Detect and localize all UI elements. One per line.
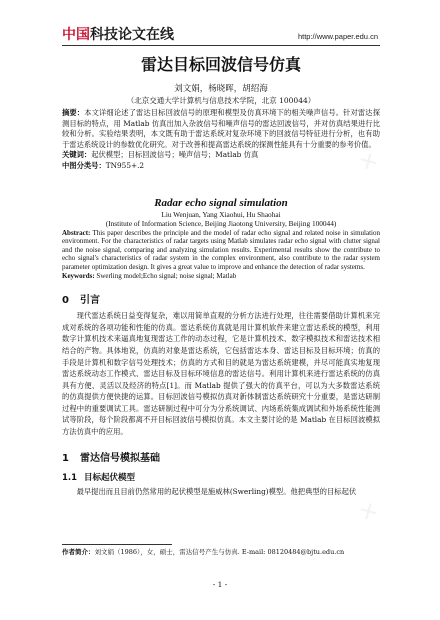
keywords-cn xyxy=(62,150,380,161)
abstract-cn xyxy=(62,108,380,150)
section-title: 雷达信号模拟基础 xyxy=(80,452,160,464)
abstract-cn-text: 本文详细论述了雷达目标回波信号的原理和模型及仿真环境下的相关噪声信号。针对雷达探测目标的特点，用 Matlab 仿真出加入杂波信号和噪声信号的雷达回波信号，并对仿真结果进行比较和分析。实验结果表明，本文既有助于雷达系统对复杂环境下的回波信号特征进行分析，也有助于雷达系统设计的参数优化研究。对于改善和提高雷达系统的探测性能具有十分重要的参考价值。 xyxy=(62,108,381,149)
abstract-en-text: This paper describes the principle and the model of radar echo signal and related noise in simulation environment. For the characteristics of radar targets using Matlab simulates radar echo signal with clutter signal and the noise signal, comparing and analyzing simulation results. Experimental results show the contribute to echo signal's characteristics of radar system in the complex environment, also contribute to the radar system parameter optimization design. It gives a great value to improve and enhance the detection of radar systems. xyxy=(62,228,380,271)
paper-title-cn: 雷达目标回波信号仿真 xyxy=(140,55,301,74)
section-heading-radar-basics xyxy=(62,452,380,466)
footnote-label: 作者简介： xyxy=(62,548,95,556)
page-header xyxy=(0,0,440,50)
author-footnote xyxy=(62,548,380,557)
page-number: - 1 - xyxy=(212,580,228,589)
intro-paragraph: 现代雷达系统日益变得复杂，难以用简单直观的分析方法进行处理，往往需要借助计算机来完成对系统的各项功能和性能的仿真。雷达系统仿真就是用计算机软件来建立雷达系统的模型，利用数字计算机技术来逼真地复现雷达工作的动态过程，它是计算机技术、数字模拟技术和雷达技术相结合的产物。具体地说，仿真的对象是雷达系统，它包括雷达本身、雷达目标及目标环境；仿真的手段是计算机和数字信号处理技术；仿真的方式和目的就是为雷达系统建模，并尽可能真实地复现雷达系统动态工作模式、雷达目标及目标环境信息的雷达信号。利用计算机来进行雷达系统的仿真具有方便、灵活以及经济的特点[1]。而 Matlab 提供了强大的仿真平台，可以为大多数雷达系统的仿真提供方便快捷的运算。目标回波信号模拟仿真对新体制雷达系统研究十分重要，是雷达研制过程中的重要调试工具。雷达研制过程中可分为分系统调试、内场系统集成调试和外场系统性能测试等阶段，每个阶段都离不开目标回波信号模拟仿真。本文主要讨论的是 Matlab 在目标回波模拟方法仿真中的应用。 xyxy=(62,311,380,437)
abstract-en-label: Abstract: xyxy=(62,228,91,237)
footnote-text: 刘文娟（1986），女，硕士，雷达信号产生与仿真. E-mail: 08120484@bjtu.edu.cn xyxy=(94,548,345,556)
section-heading-intro xyxy=(62,294,380,308)
section-title: 引言 xyxy=(80,295,100,307)
paper-title-en: Radar echo signal simulation xyxy=(154,196,288,209)
abstract-cn-label: 摘要： xyxy=(62,108,85,117)
header-divider xyxy=(62,45,380,46)
subsection-title: 目标起伏模型 xyxy=(84,472,136,483)
site-url[interactable]: http://www.paper.edu.cn xyxy=(297,32,378,41)
subsection-heading-fluctuation-model xyxy=(62,472,380,484)
abstract-en xyxy=(62,229,380,272)
fluctuation-model-paragraph: 最早提出而且目前仍然常用的起伏模型是施威林(Swerling)模型。他把典型的目标起伏 xyxy=(76,486,357,496)
keywords-en-label: Keywords: xyxy=(62,271,95,280)
affiliation-en: (Institute of Information Science, Beijing Jiaotong University, Beijing 100044) xyxy=(105,219,337,229)
classification-label: 中图分类号： xyxy=(62,160,106,170)
classification xyxy=(62,161,380,172)
paper-content xyxy=(62,54,380,497)
keywords-cn-label: 关键词： xyxy=(62,150,92,160)
footnote-divider xyxy=(62,544,172,545)
keywords-cn-text: 起伏模型；目标回波信号；噪声信号；Matlab 仿真 xyxy=(91,150,259,160)
keywords-en-text: Swerling model;Echo signal; noise signal; Matlab xyxy=(94,271,237,280)
watermark-glyph xyxy=(355,497,383,528)
site-logo[interactable] xyxy=(62,24,174,44)
affiliation-cn: （北京交通大学计算机与信息技术学院，北京 100044） xyxy=(126,96,316,105)
keywords-en xyxy=(62,272,380,281)
authors-en: Liu Wenjuan, Yang Xiaohui, Hu Shaohai xyxy=(161,209,281,219)
section-number: 1 xyxy=(62,452,69,464)
subsection-number: 1.1 xyxy=(62,472,78,483)
section-number: 0 xyxy=(62,295,69,307)
authors-cn: 刘文娟，杨晓晖，胡绍海 xyxy=(174,84,268,94)
classification-code: TN955+.2 xyxy=(105,160,145,170)
logo-cn-text: 中国 xyxy=(62,27,90,43)
logo-rest-text: 科技论文在线 xyxy=(90,27,174,43)
